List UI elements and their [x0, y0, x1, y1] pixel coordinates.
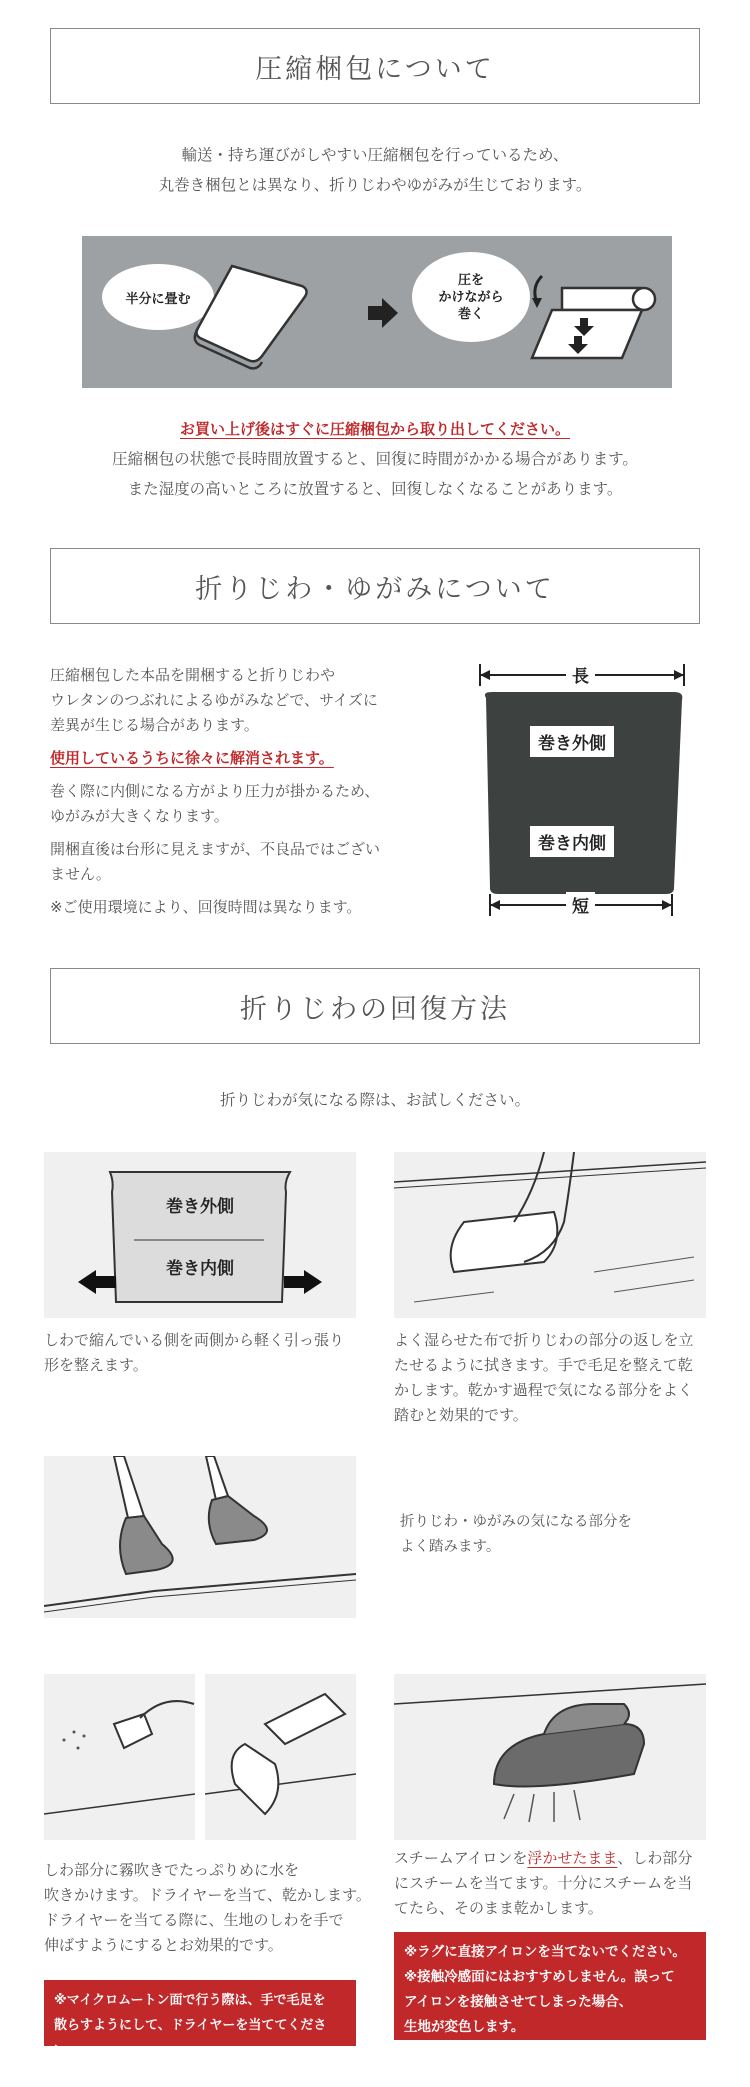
- step5-line-2: にスチームを当てます。十分にスチームを当: [394, 1874, 693, 1892]
- step3-stomp-illustration: [44, 1456, 356, 1618]
- step1-line-2: 形を整えます。: [44, 1356, 148, 1374]
- right-arrow-icon: [368, 298, 398, 328]
- step5-note-line-2: ※接触冷感面にはおすすめしません。誤って: [404, 1969, 675, 1985]
- step4-text: [44, 1858, 374, 1958]
- note-line-1: 圧縮梱包の状態で長時間放置すると、回復に時間がかかる場合があります。: [112, 450, 638, 468]
- step4-note-line-1: ※マイクロムートン面で行う際は、手で毛足を: [54, 1993, 326, 2008]
- bubble-press-line-3: 巻く: [457, 306, 484, 322]
- bubble-press-roll: [412, 252, 530, 342]
- step5-line-1c: 、しわ部分: [617, 1849, 693, 1867]
- p3-line-2: ません。: [50, 865, 111, 883]
- step5-note-line-4: 生地が変色します。: [404, 2019, 525, 2035]
- stretch-diagram: [44, 1152, 356, 1318]
- step1-text: [44, 1328, 364, 1378]
- warning-remove-package: お買い上げ後はすぐに圧縮梱包から取り出してください。: [179, 420, 570, 438]
- step5-text: [394, 1846, 724, 1921]
- step5-line-1a: スチームアイロンを: [394, 1849, 528, 1867]
- spray-bottle-icon: [44, 1674, 195, 1840]
- trapezoid-diagram: [478, 660, 688, 922]
- step1-label-inner: 巻き内側: [166, 1259, 234, 1279]
- step2-wipe-illustration: [394, 1152, 706, 1318]
- p1-line-1: 圧縮梱包した本品を開梱すると折りじわや: [50, 666, 336, 684]
- label-short: 短: [566, 892, 595, 917]
- step2-line-4: 踏むと効果的です。: [394, 1406, 528, 1424]
- label-long: 長: [566, 662, 595, 687]
- p2-line-1: 巻く際に内側になる方がより圧力が掛かるため、: [50, 782, 380, 800]
- step3-text: [400, 1510, 700, 1560]
- step4-note-box: [44, 1980, 356, 2058]
- step5-note-line-1: ※ラグに直接アイロンを当てないでください。: [404, 1944, 686, 1960]
- step4-line-3: ドライヤーを当てる際に、生地のしわを手で: [44, 1911, 344, 1929]
- step4-line-4: 伸ばすようにするとお効果的です。: [44, 1936, 283, 1954]
- step4-note-line-2: 散らすようにして、ドライヤーを当ててください。: [54, 2018, 327, 2058]
- hand-dryer-icon: [205, 1674, 356, 1840]
- label-outer-side: 巻き外側: [530, 726, 614, 757]
- p3-line-1: 開梱直後は台形に見えますが、不良品ではござい: [50, 840, 381, 858]
- intro-line-1: 輸送・持ち運びがしやすい圧縮梱包を行っているため、: [181, 146, 569, 164]
- note-line-2: また湿度の高いところに放置すると、回復しなくなることがあります。: [127, 480, 623, 498]
- step1-line-1: しわで縮んでいる側を両側から軽く引っ張り: [44, 1331, 345, 1349]
- folded-rug-icon: [192, 256, 312, 371]
- dimension-arrows: [478, 660, 688, 922]
- p1-line-3: 差異が生じる場合があります。: [50, 716, 259, 734]
- intro-line-2: 丸巻き梱包とは異なり、折りじわやゆがみが生じております。: [158, 176, 592, 194]
- packing-illustration: [82, 236, 672, 388]
- step5-note-box: [394, 1932, 706, 2040]
- p1-line-2: ウレタンのつぶれによるゆがみなどで、サイズに: [50, 691, 378, 709]
- section-title-compression: 圧縮梱包について: [50, 28, 700, 104]
- step5-line-3: てたら、そのまま乾かします。: [394, 1899, 603, 1917]
- highlight-resolves: 使用しているうちに徐々に解消されます。: [50, 749, 334, 767]
- step4-spray-illustration: [44, 1674, 195, 1840]
- steam-iron-icon: [394, 1674, 706, 1840]
- step5-line-1: [394, 1846, 724, 1871]
- p2-line-2: ゆがみが大きくなります。: [50, 807, 229, 825]
- feet-icon: [44, 1456, 356, 1618]
- rolled-rug-icon: [522, 258, 667, 378]
- wipe-hand-icon: [394, 1152, 706, 1318]
- recovery-intro: 折りじわが気になる際は、お試しください。: [219, 1091, 530, 1109]
- step2-line-3: かします。乾かす過程で気になる部分をよく: [394, 1381, 693, 1399]
- step1-stretch-illustration: [44, 1152, 356, 1318]
- section-title-recovery: 折りじわの回復方法: [50, 968, 700, 1044]
- step4-line-2: 吹きかけます。ドライヤーを当て、乾かします。: [44, 1886, 371, 1904]
- step3-line-2: よく踏みます。: [400, 1539, 501, 1555]
- step4-dryer-illustration: [205, 1674, 356, 1840]
- step1-label-outer: 巻き外側: [166, 1197, 234, 1217]
- step5-float-emphasis: 浮かせたまま: [527, 1849, 618, 1867]
- label-inner-side: 巻き内側: [530, 826, 614, 857]
- wrinkle-explanation: [50, 663, 460, 920]
- step3-line-1: 折りじわ・ゆがみの気になる部分を: [400, 1514, 632, 1530]
- step5-iron-illustration: [394, 1674, 706, 1840]
- bubble-press-line-2: かけながら: [438, 289, 504, 305]
- step2-line-1: よく湿らせた布で折りじわの部分の返しを立: [394, 1331, 694, 1349]
- p4-note: ※ご使用環境により、回復時間は異なります。: [50, 898, 362, 916]
- step2-text: [394, 1328, 714, 1428]
- bubble-press-line-1: 圧を: [457, 272, 484, 288]
- bubble-fold: 半分に畳む: [102, 264, 214, 330]
- section-title-wrinkles: 折りじわ・ゆがみについて: [50, 548, 700, 624]
- step4-line-1: しわ部分に霧吹きでたっぷりめに水を: [44, 1861, 300, 1879]
- step5-note-line-3: アイロンを接触させてしまった場合、: [404, 1994, 633, 2010]
- step2-line-2: たせるように拭きます。手で毛足を整えて乾: [394, 1356, 693, 1374]
